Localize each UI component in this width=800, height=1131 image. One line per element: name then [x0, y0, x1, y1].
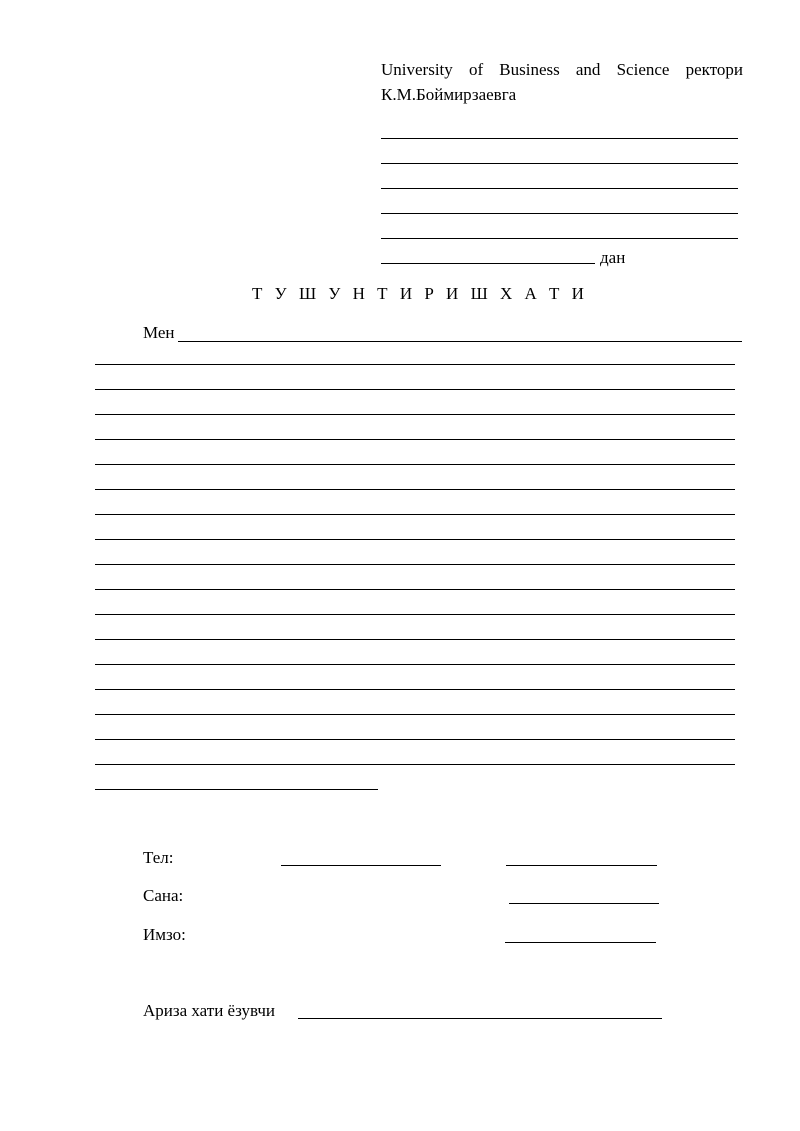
sender-line[interactable] [381, 238, 738, 239]
body-line[interactable] [95, 664, 735, 665]
sender-line[interactable] [381, 213, 738, 214]
addressee-word: and [575, 60, 601, 79]
tel-label: Тел: [143, 848, 174, 867]
addressee-line-1 [381, 57, 743, 82]
signature-field-line[interactable] [505, 942, 656, 943]
writer-field-line[interactable] [298, 1018, 662, 1019]
sender-line[interactable] [381, 163, 738, 164]
body-line[interactable] [95, 364, 735, 365]
addressee-word: Science [616, 60, 670, 79]
signature-label: Имзо: [143, 925, 186, 944]
addressee-word: ректори [685, 60, 743, 79]
writer-label: Ариза хати ёзувчи [143, 1001, 275, 1020]
tel-field-line[interactable] [281, 865, 441, 866]
body-line[interactable] [95, 739, 735, 740]
addressee-word: Business [499, 60, 560, 79]
body-line[interactable] [95, 389, 735, 390]
body-intro: Мен [143, 323, 175, 342]
addressee-line-2: К.М.Боймирзаевга [381, 85, 517, 104]
body-line[interactable] [95, 639, 735, 640]
body-line[interactable] [95, 489, 735, 490]
body-line[interactable] [95, 564, 735, 565]
addressee-block [381, 57, 743, 107]
body-line[interactable] [95, 539, 735, 540]
body-last-line[interactable] [95, 789, 378, 790]
sender-line[interactable] [381, 188, 738, 189]
sender-line[interactable] [381, 138, 738, 139]
body-line[interactable] [95, 514, 735, 515]
body-first-line[interactable] [178, 341, 742, 342]
addressee-word: of [468, 60, 484, 79]
body-line[interactable] [95, 689, 735, 690]
body-line[interactable] [95, 714, 735, 715]
tel-extra-line[interactable] [506, 865, 657, 866]
body-line[interactable] [95, 614, 735, 615]
body-line[interactable] [95, 464, 735, 465]
body-line[interactable] [95, 764, 735, 765]
body-line[interactable] [95, 414, 735, 415]
date-label: Сана: [143, 886, 184, 905]
body-line[interactable] [95, 589, 735, 590]
date-field-line[interactable] [509, 903, 659, 904]
from-suffix: дан [600, 248, 626, 267]
body-line[interactable] [95, 439, 735, 440]
addressee-word: University [381, 60, 453, 79]
document-title: Т У Ш У Н Т И Р И Ш Х А Т И [252, 284, 588, 303]
sender-name-line[interactable] [381, 263, 595, 264]
